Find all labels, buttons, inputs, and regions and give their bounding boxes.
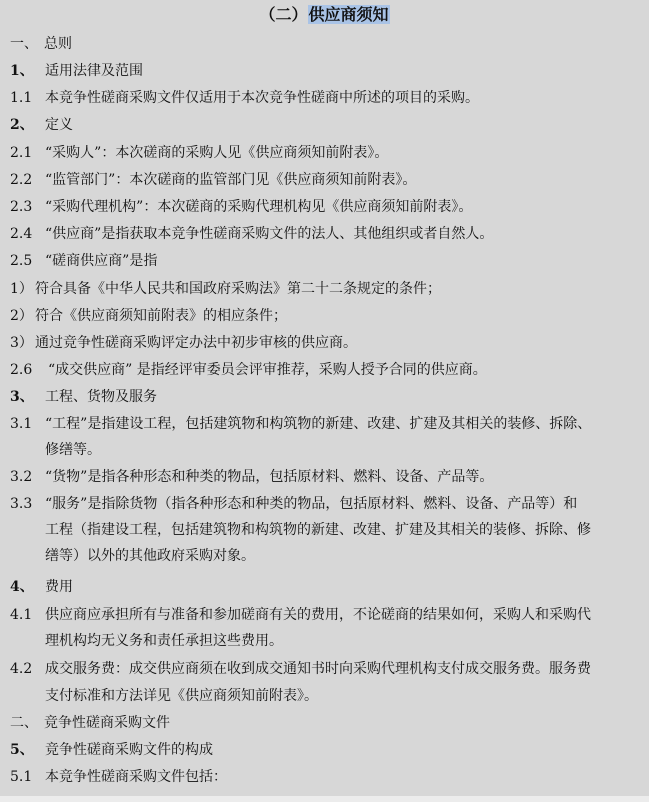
clause-text: “磋商供应商”是指 [45, 253, 158, 269]
clause-line [10, 387, 640, 407]
clause-text: “监管部门”：本次磋商的监管部门见《供应商须知前附表》。 [45, 172, 417, 188]
clause-line [10, 143, 640, 163]
clause-text: 适用法律及范围 [45, 63, 143, 79]
clause-number: 一、 [10, 36, 38, 52]
clause-line [10, 333, 640, 353]
clause-line [10, 279, 640, 299]
clause-number: 4.1 [10, 607, 33, 623]
clause-number: 1） [10, 281, 33, 297]
clause-number: 5、 [10, 742, 34, 758]
clause-number: 4、 [10, 579, 34, 595]
clause-text: “工程”是指建设工程，包括建筑物和构筑物的新建、改建、扩建及其相关的装修、拆除、 [45, 416, 592, 432]
clause-line [10, 767, 640, 787]
clause-text: 理机构均无义务和责任承担这些费用。 [45, 633, 283, 649]
clause-number: 4.2 [10, 661, 33, 677]
clause-line [10, 306, 640, 326]
clause-text: 修缮等。 [45, 442, 101, 458]
clause-line [10, 414, 640, 434]
clause-continuation [10, 520, 649, 540]
clause-text: 符合具备《中华人民共和国政府采购法》第二十二条规定的条件； [35, 281, 441, 297]
clause-text: 工程、货物及服务 [45, 389, 157, 405]
clause-line [10, 605, 640, 625]
clause-text: 竞争性磋商采购文件 [44, 715, 170, 731]
clause-text: “采购代理机构”：本次磋商的采购代理机构见《供应商须知前附表》。 [45, 199, 473, 215]
clause-text: 符合《供应商须知前附表》的相应条件； [35, 308, 287, 324]
clause-text: 成交服务费：成交供应商须在收到成交通知书时向采购代理机构支付成交服务费。服务费 [45, 661, 591, 677]
clause-line [10, 61, 640, 81]
clause-number: 2、 [10, 117, 34, 133]
clause-line [10, 170, 640, 190]
clause-line [10, 224, 640, 244]
clause-number: 2.5 [10, 253, 33, 269]
clause-text: “供应商”是指获取本竞争性磋商采购文件的法人、其他组织或者自然人。 [45, 226, 494, 242]
clause-number: 5.1 [10, 769, 33, 785]
clause-line [10, 740, 640, 760]
clause-line [10, 115, 640, 135]
clause-line [10, 197, 640, 217]
clause-number: 1、 [10, 63, 34, 79]
clause-text: 竞争性磋商采购文件的构成 [45, 742, 213, 758]
clause-number: 3.2 [10, 469, 33, 485]
clause-line [10, 659, 640, 679]
clause-text: 供应商应承担所有与准备和参加磋商有关的费用，不论磋商的结果如何，采购人和采购代 [45, 607, 591, 623]
clause-text: 总则 [44, 36, 72, 52]
clause-number: 2.6 [10, 362, 33, 378]
clause-line [10, 360, 640, 380]
clause-text: 费用 [45, 579, 73, 595]
section-title [0, 4, 649, 26]
clause-text: “服务”是指除货物（指各种形态和种类的物品，包括原材料、燃料、设备、产品等）和 [45, 496, 578, 512]
clause-continuation [10, 631, 649, 651]
clause-text: “采购人”：本次磋商的采购人见《供应商须知前附表》。 [45, 145, 389, 161]
clause-text: “货物”是指各种形态和种类的物品，包括原材料、燃料、设备、产品等。 [45, 469, 494, 485]
clause-text: 支付标准和方法详见《供应商须知前附表》。 [45, 688, 318, 704]
clause-number: 2.4 [10, 226, 33, 242]
clause-number: 1.1 [10, 90, 33, 106]
clause-line [10, 494, 640, 514]
clause-text: 工程（指建设工程，包括建筑物和构筑物的新建、改建、扩建及其相关的装修、拆除、修 [45, 522, 591, 538]
clause-line [10, 88, 640, 108]
clause-line [10, 251, 640, 271]
clause-text: 通过竞争性磋商采购评定办法中初步审核的供应商。 [35, 335, 357, 351]
section-title-prefix: （二） [259, 5, 308, 24]
clause-number: 3.3 [10, 496, 33, 512]
clause-number: 3） [10, 335, 33, 351]
clause-text: 本竞争性磋商采购文件包括： [45, 769, 227, 785]
clause-number: 二、 [10, 715, 38, 731]
clause-text: 本竞争性磋商采购文件仅适用于本次竞争性磋商中所述的项目的采购。 [45, 90, 479, 106]
clause-line [10, 34, 640, 54]
section-title-highlight: 供应商须知 [308, 5, 389, 24]
clause-number: 2） [10, 308, 33, 324]
clause-number: 2.1 [10, 145, 33, 161]
clause-text: 定义 [45, 117, 73, 133]
clause-text: “成交供应商” 是指经评审委员会评审推荐，采购人授予合同的供应商。 [48, 362, 487, 378]
clause-number: 3.1 [10, 416, 33, 432]
clause-continuation [10, 546, 649, 566]
clause-number: 2.3 [10, 199, 33, 215]
clause-line [10, 577, 640, 597]
clause-continuation [10, 686, 649, 706]
clause-continuation [10, 440, 649, 460]
clause-number: 3、 [10, 389, 34, 405]
clause-line [10, 467, 640, 487]
clause-number: 2.2 [10, 172, 33, 188]
clause-line [10, 713, 640, 733]
clause-text: 缮等）以外的其他政府采购对象。 [45, 548, 255, 564]
